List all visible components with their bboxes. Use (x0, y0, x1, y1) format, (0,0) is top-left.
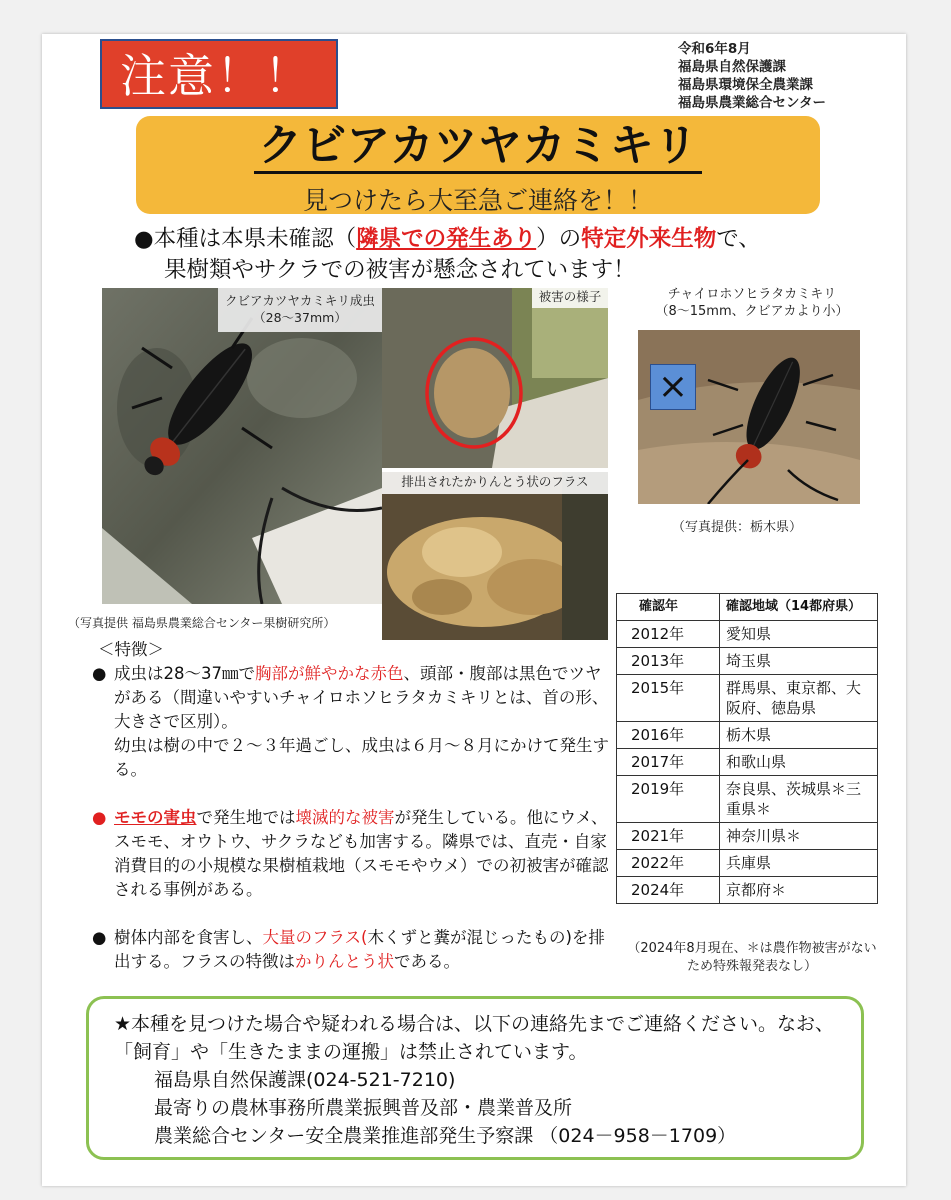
row-year: 2021年 (617, 823, 720, 850)
feature-text: である。 (394, 952, 461, 971)
warning-label: 注意！！ (100, 39, 338, 109)
row-region: 京都府＊ (720, 877, 878, 904)
issuer-block (678, 40, 826, 112)
contact-text (114, 1010, 854, 1150)
similar-species-image (638, 330, 860, 504)
similar-species-size: （8～15mm、クビアカより小） (655, 304, 849, 319)
flyer-page (42, 34, 906, 1186)
feature-highlight-chest: 胸部が鮮やかな赤色 (255, 664, 404, 683)
intro-part: ）の (536, 226, 582, 252)
adult-beetle-image (102, 288, 382, 604)
feature-frass (92, 926, 612, 974)
row-region: 愛知県 (720, 621, 878, 648)
intro-part: 本種は本県未確認（ (153, 226, 357, 252)
feature-damage (92, 806, 612, 902)
feature-text: 、頭部・腹部は黒色でツヤがある（間違いやすいチャイロホソヒラタカミキリとは、首の形、大きさで区別）。 (114, 664, 609, 731)
damage-image (382, 288, 608, 468)
intro-line-2: 果樹類やサクラでの被害が懸念されています！ (164, 257, 636, 283)
table-row (617, 850, 878, 877)
contact-forecast-section: 農業総合センター安全農業推進部発生予察課 （024－958－1709） (154, 1125, 737, 1147)
table-row (617, 776, 878, 823)
adult-size-text: （28～37mm） (253, 310, 347, 325)
issuer-dept-3: 福島県農業総合センター (678, 95, 826, 111)
feature-highlight-damage: 壊滅的な被害 (295, 808, 395, 827)
feature-larva-text: 幼虫は樹の中で２～３年過ごし、成虫は６月～８月にかけて発生する。 (114, 736, 609, 779)
row-year: 2024年 (617, 877, 720, 904)
feature-highlight-karinto: かりんとう状 (295, 952, 395, 971)
issuer-dept-1: 福島県自然保護課 (678, 59, 786, 75)
table-row (617, 722, 878, 749)
table-row (617, 675, 878, 722)
confirmed-regions-table (616, 593, 878, 904)
table-row (617, 823, 878, 850)
intro-part: で、 (716, 226, 761, 252)
feature-bullet: ● (92, 928, 107, 947)
page-title (136, 118, 820, 174)
frass-image (382, 472, 608, 640)
row-region: 埼玉県 (720, 648, 878, 675)
features-section (92, 638, 612, 974)
table-row (617, 648, 878, 675)
row-year: 2022年 (617, 850, 720, 877)
feature-adult (92, 662, 612, 782)
feature-text: が発生している。他にウメ、スモモ、オウトウ、サクラなども加害する。隣県では、直売・自家消費目的の小規模な果樹植栽地（スモモやウメ）での初被害が確認される事例がある。 (114, 808, 609, 899)
feature-highlight-peach: モモの害虫 (114, 808, 197, 827)
feature-bullet: ● (92, 664, 107, 683)
frass-photo (382, 472, 608, 640)
cross-mark: × (650, 364, 696, 410)
feature-bullet-red: ● (92, 808, 107, 827)
photo-credit-2: （写真提供：栃木県） (672, 520, 803, 535)
contact-nature-dept: 福島県自然保護課(024-521-7210) (154, 1069, 456, 1091)
row-region: 群馬県、東京都、大阪府、徳島県 (720, 675, 878, 722)
contact-extension-office: 最寄りの農林事務所農業振興普及部・農業普及所 (154, 1097, 573, 1119)
row-year: 2017年 (617, 749, 720, 776)
table-header-row (617, 594, 878, 621)
damage-photo-caption: 被害の様子 (532, 288, 608, 308)
page-title-text: クビアカツヤカミキリ (254, 120, 702, 174)
table-row (617, 877, 878, 904)
similar-species-photo (638, 330, 860, 504)
row-year: 2013年 (617, 648, 720, 675)
intro-bullet: ● (134, 226, 154, 252)
feature-text: で発生地では (196, 808, 296, 827)
header-region: 確認地域（14都府県） (720, 594, 878, 621)
table-row (617, 621, 878, 648)
photo-credit-1: （写真提供 福島県農業総合センター果樹研究所） (68, 616, 336, 630)
intro-highlight-species: 特定外来生物 (581, 226, 717, 252)
intro-line-1 (134, 224, 894, 255)
issue-date: 令和6年8月 (678, 41, 751, 57)
adult-beetle-photo (102, 288, 382, 604)
contact-intro: ★本種を見つけた場合や疑われる場合は、以下の連絡先までご連絡ください。なお、「飼育」や「生きたままの運搬」は禁止されています。 (114, 1013, 835, 1063)
row-region: 奈良県、茨城県＊三重県＊ (720, 776, 878, 823)
row-region: 神奈川県＊ (720, 823, 878, 850)
feature-highlight-frass: 大量のフラス( (262, 928, 368, 947)
page-subtitle: 見つけたら大至急ご連絡を！！ (302, 186, 653, 215)
row-region: 和歌山県 (720, 749, 878, 776)
similar-species-caption (638, 286, 866, 320)
table-note: （2024年8月現在、＊は農作物被害がないため特殊報発表なし） (627, 941, 877, 974)
intro-text (134, 224, 894, 286)
similar-species-name: チャイロホソヒラタカミキリ (667, 287, 837, 302)
table-row (617, 749, 878, 776)
damage-photo (382, 288, 608, 468)
issuer-dept-2: 福島県環境保全農業課 (678, 77, 813, 93)
header-year: 確認年 (617, 594, 720, 621)
feature-text: 木くずと糞が混じったもの)を排出する。フラスの特徴は (114, 928, 605, 971)
row-year: 2019年 (617, 776, 720, 823)
adult-photo-caption (218, 288, 382, 332)
row-year: 2015年 (617, 675, 720, 722)
row-region: 栃木県 (720, 722, 878, 749)
features-heading: ＜特徴＞ (98, 640, 164, 659)
row-year: 2016年 (617, 722, 720, 749)
intro-highlight-neighbor: 隣県での発生あり (356, 226, 537, 252)
feature-text: 樹体内部を食害し、 (114, 928, 263, 947)
row-year: 2012年 (617, 621, 720, 648)
frass-photo-caption: 排出されたかりんとう状のフラス (382, 472, 608, 494)
adult-caption-text: クビアカツヤカミキリ成虫 (225, 293, 375, 308)
feature-text: 成虫は28～37㎜で (114, 664, 255, 683)
row-region: 兵庫県 (720, 850, 878, 877)
